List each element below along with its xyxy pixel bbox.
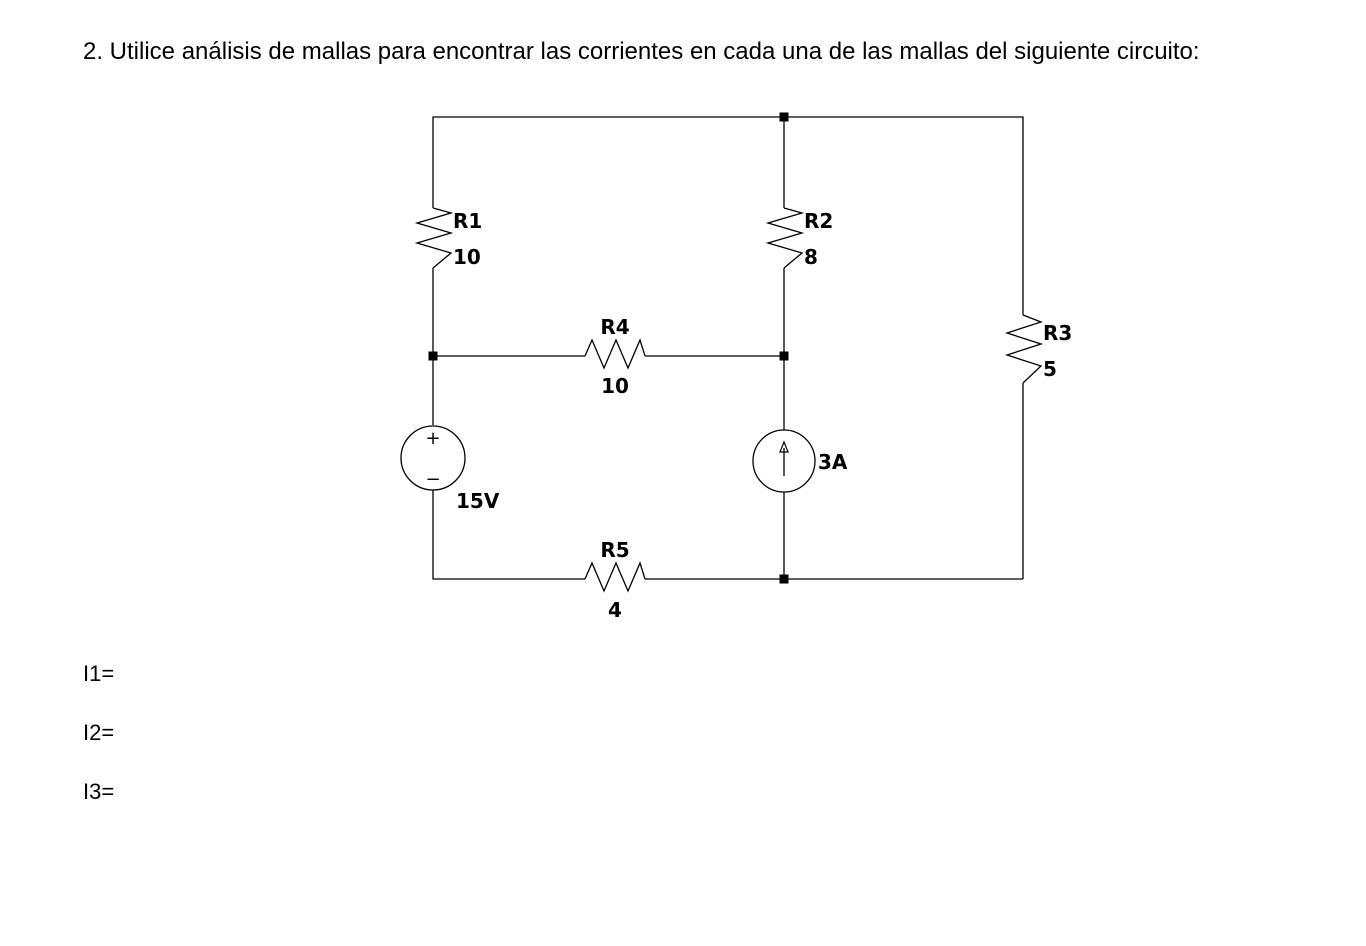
r4-value: 10 bbox=[601, 374, 629, 398]
r1-value: 10 bbox=[453, 245, 481, 269]
node-top bbox=[780, 113, 789, 122]
voltage-plus-sign: + bbox=[425, 428, 441, 449]
wire-top bbox=[433, 117, 1023, 315]
resistor-r2-zigzag bbox=[768, 208, 802, 268]
r3-value: 5 bbox=[1043, 357, 1057, 381]
resistor-r1-zigzag bbox=[417, 208, 451, 268]
resistor-r4-zigzag bbox=[585, 340, 645, 368]
r2-name: R2 bbox=[804, 209, 834, 233]
node-middle bbox=[780, 352, 789, 361]
current-source bbox=[753, 430, 848, 492]
current-source-value: 3A bbox=[818, 450, 848, 474]
r1-name: R1 bbox=[453, 209, 483, 233]
resistor-r5-zigzag bbox=[585, 563, 645, 591]
r3-name: R3 bbox=[1043, 321, 1073, 345]
r2-value: 8 bbox=[804, 245, 818, 269]
voltage-source-value: 15V bbox=[456, 489, 500, 513]
answer-i3: I3= bbox=[83, 779, 115, 804]
resistor-r3-zigzag bbox=[1007, 315, 1041, 383]
voltage-source bbox=[401, 426, 500, 513]
r4-name: R4 bbox=[600, 315, 630, 339]
question-text: 2. Utilice análisis de mallas para encontrar las corrientes en cada una de las mallas del siguiente circuito: bbox=[83, 38, 1200, 65]
answer-i2: I2= bbox=[83, 720, 115, 745]
node-bottom bbox=[780, 575, 789, 584]
wires bbox=[433, 117, 1023, 579]
voltage-minus-sign: − bbox=[425, 469, 441, 490]
node-left bbox=[429, 352, 438, 361]
r5-name: R5 bbox=[600, 538, 630, 562]
answer-i1: I1= bbox=[83, 661, 115, 686]
r5-value: 4 bbox=[608, 598, 622, 622]
